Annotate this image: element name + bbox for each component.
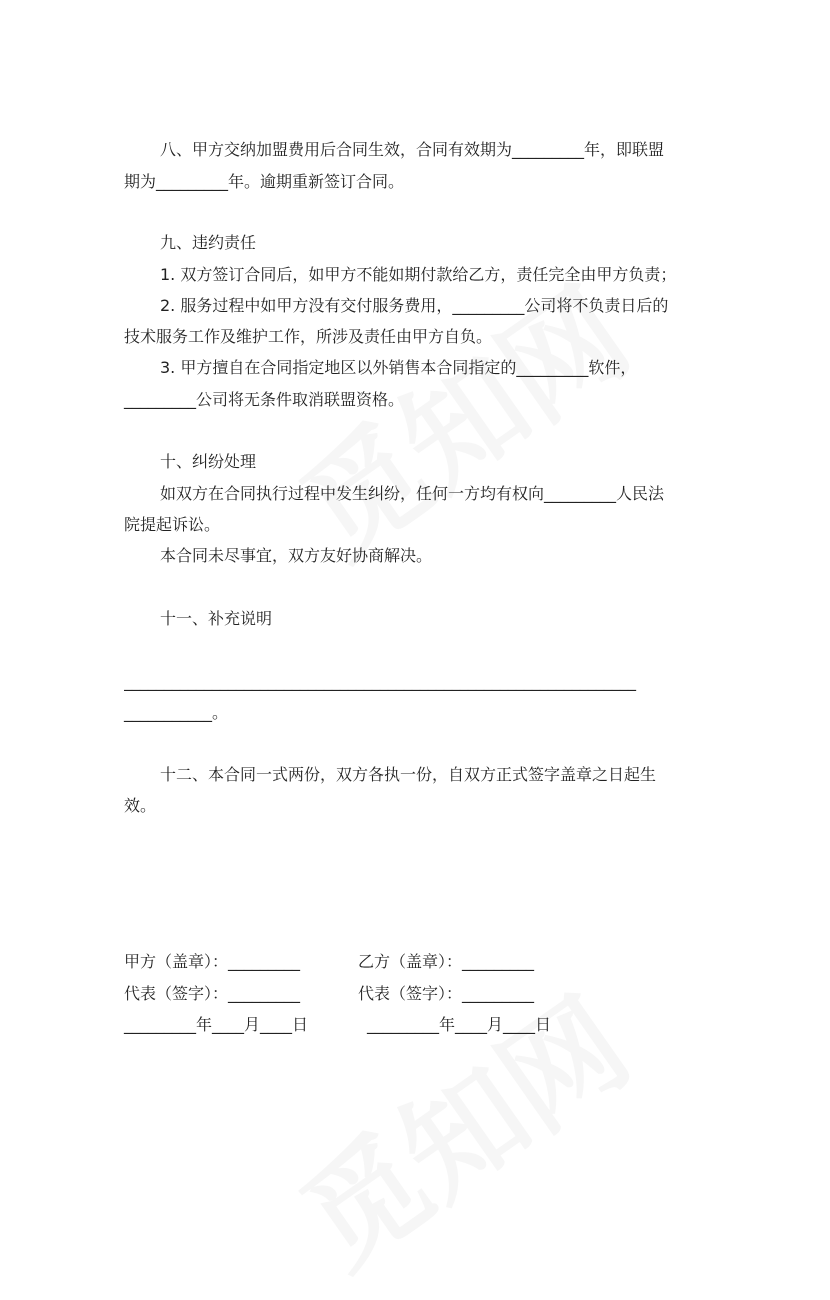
section12-line1: 十二、本合同一式两份，双方各执一份，自双方正式签字盖章之日起生 [160, 765, 657, 784]
party-b-seal: 乙方（盖章）：_________ [358, 952, 535, 971]
party-b-representative: 代表（签字）：_________ [358, 984, 535, 1003]
section11-heading: 十一、补充说明 [160, 609, 273, 628]
section9-item2-line2: 技术服务工作及维护工作，所涉及责任由甲方自负。 [124, 327, 493, 346]
section10-para1-line2: 院提起诉讼。 [124, 515, 221, 534]
section10-heading: 十、纠纷处理 [160, 452, 257, 471]
watermark [263, 242, 657, 589]
section9-item3-line1: 3. 甲方擅自在合同指定地区以外销售本合同指定的_________软件， [160, 358, 637, 377]
section12-line2: 效。 [124, 796, 157, 815]
party-a-date: _________年____月____日 [124, 1015, 309, 1034]
section8-line2: 期为_________年。逾期重新签订合同。 [124, 172, 405, 191]
section9-item1: 1. 双方签订合同后，如甲方不能如期付款给乙方，责任完全由甲方负责； [160, 265, 677, 284]
section9-item2-line1: 2. 服务过程中如甲方没有交付服务费用，_________公司将不负责日后的 [160, 296, 669, 315]
section9-item3-line2: _________公司将无条件取消联盟资格。 [124, 390, 405, 409]
watermark-bottom [263, 952, 657, 1299]
party-b-date: _________年____月____日 [367, 1015, 552, 1034]
section11-blank-line1: ________________________________________________________________ [124, 672, 636, 691]
section9-heading: 九、违约责任 [160, 233, 257, 252]
party-a-seal: 甲方（盖章）：_________ [124, 952, 301, 971]
party-a-representative: 代表（签字）：_________ [124, 984, 301, 1003]
section11-blank-line2: ___________。 [124, 703, 229, 722]
section10-para1-line1: 如双方在合同执行过程中发生纠纷，任何一方均有权向_________人民法 [160, 484, 665, 503]
section10-para2: 本合同未尽事宜，双方友好协商解决。 [160, 546, 433, 565]
section8-line1: 八、甲方交纳加盟费用后合同生效，合同有效期为_________年，即联盟 [160, 140, 665, 159]
